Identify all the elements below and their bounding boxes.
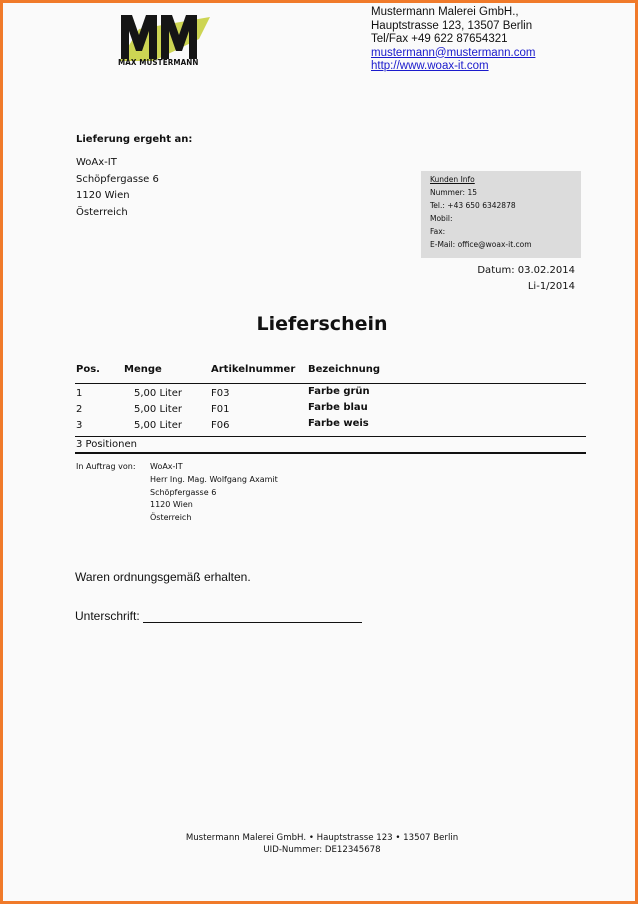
row-qty: 5,00 Liter <box>134 404 182 415</box>
company-email-link[interactable]: mustermann@mustermann.com <box>371 46 536 59</box>
row-pos: 2 <box>76 404 83 415</box>
company-street: Hauptstrasse 123, 13507 Berlin <box>371 19 533 32</box>
row-qty: 5,00 Liter <box>134 420 182 431</box>
customer-info-line: Fax: <box>430 227 446 236</box>
row-pos: 3 <box>76 420 83 431</box>
delivery-line: Österreich <box>76 206 128 218</box>
delivery-line: 1120 Wien <box>76 190 130 201</box>
col-header-description: Bezeichnung <box>308 364 380 375</box>
footer-uid: UID-Nummer: DE12345678 <box>263 844 381 855</box>
row-article: F03 <box>211 388 230 399</box>
order-label: In Auftrag von: <box>76 462 136 471</box>
row-description: Farbe weis <box>308 418 369 429</box>
row-pos: 1 <box>76 388 83 399</box>
customer-info-title: Kunden Info <box>430 175 475 184</box>
table-footer-rule <box>75 452 586 454</box>
row-article: F01 <box>211 404 230 415</box>
delivery-line: Schöpfergasse 6 <box>76 173 159 185</box>
col-header-article: Artikelnummer <box>211 364 296 375</box>
document-number: Li-1/2014 <box>527 281 575 292</box>
customer-info-line: Nummer: 15 <box>430 188 477 197</box>
delivery-line: WoAx-IT <box>76 157 117 168</box>
company-logo <box>115 13 211 73</box>
order-line: Österreich <box>150 513 192 523</box>
delivery-address <box>76 155 159 221</box>
company-phone: Tel/Fax +49 622 87654321 <box>371 33 508 45</box>
signature-label: Unterschrift: <box>75 609 140 623</box>
order-line: Herr Ing. Mag. Wolfgang Axamit <box>150 474 278 484</box>
order-line: 1120 Wien <box>150 500 193 510</box>
customer-info-line: Mobil: <box>430 214 453 223</box>
company-address <box>371 6 535 74</box>
footer-company: Mustermann Malerei GmbH. • Hauptstrasse 123 • 13507 Berlin <box>185 833 459 843</box>
row-article: F06 <box>211 420 230 431</box>
row-description: Farbe blau <box>308 402 368 413</box>
col-header-qty: Menge <box>124 364 162 375</box>
signature-line[interactable] <box>143 622 362 623</box>
received-statement: Waren ordnungsgemäß erhalten. <box>75 570 251 584</box>
logo-brand-text: MAX MUSTERMANN <box>118 58 199 67</box>
delivery-heading: Lieferung ergeht an: <box>76 134 193 145</box>
order-line: WoAx-IT <box>150 462 183 471</box>
company-web-link[interactable]: http://www.woax-it.com <box>371 60 489 72</box>
order-address <box>150 461 278 525</box>
row-qty: 5,00 Liter <box>134 388 182 399</box>
table-header-rule <box>75 383 586 384</box>
customer-info-line: E-Mail: office@woax-it.com <box>430 240 532 249</box>
company-name: Mustermann Malerei GmbH., <box>371 6 519 18</box>
page-footer <box>3 833 638 856</box>
row-description: Farbe grün <box>308 386 370 397</box>
table-body-rule <box>75 436 586 437</box>
customer-info-line: Tel.: +43 650 6342878 <box>430 201 516 210</box>
order-line: Schöpfergasse 6 <box>150 487 217 497</box>
logo-mark <box>115 13 211 61</box>
col-header-pos: Pos. <box>76 364 100 375</box>
document-date: Datum: 03.02.2014 <box>477 265 575 276</box>
customer-info-box <box>421 171 581 258</box>
page-title: Lieferschein <box>256 313 388 335</box>
positions-summary: 3 Positionen <box>76 439 137 450</box>
